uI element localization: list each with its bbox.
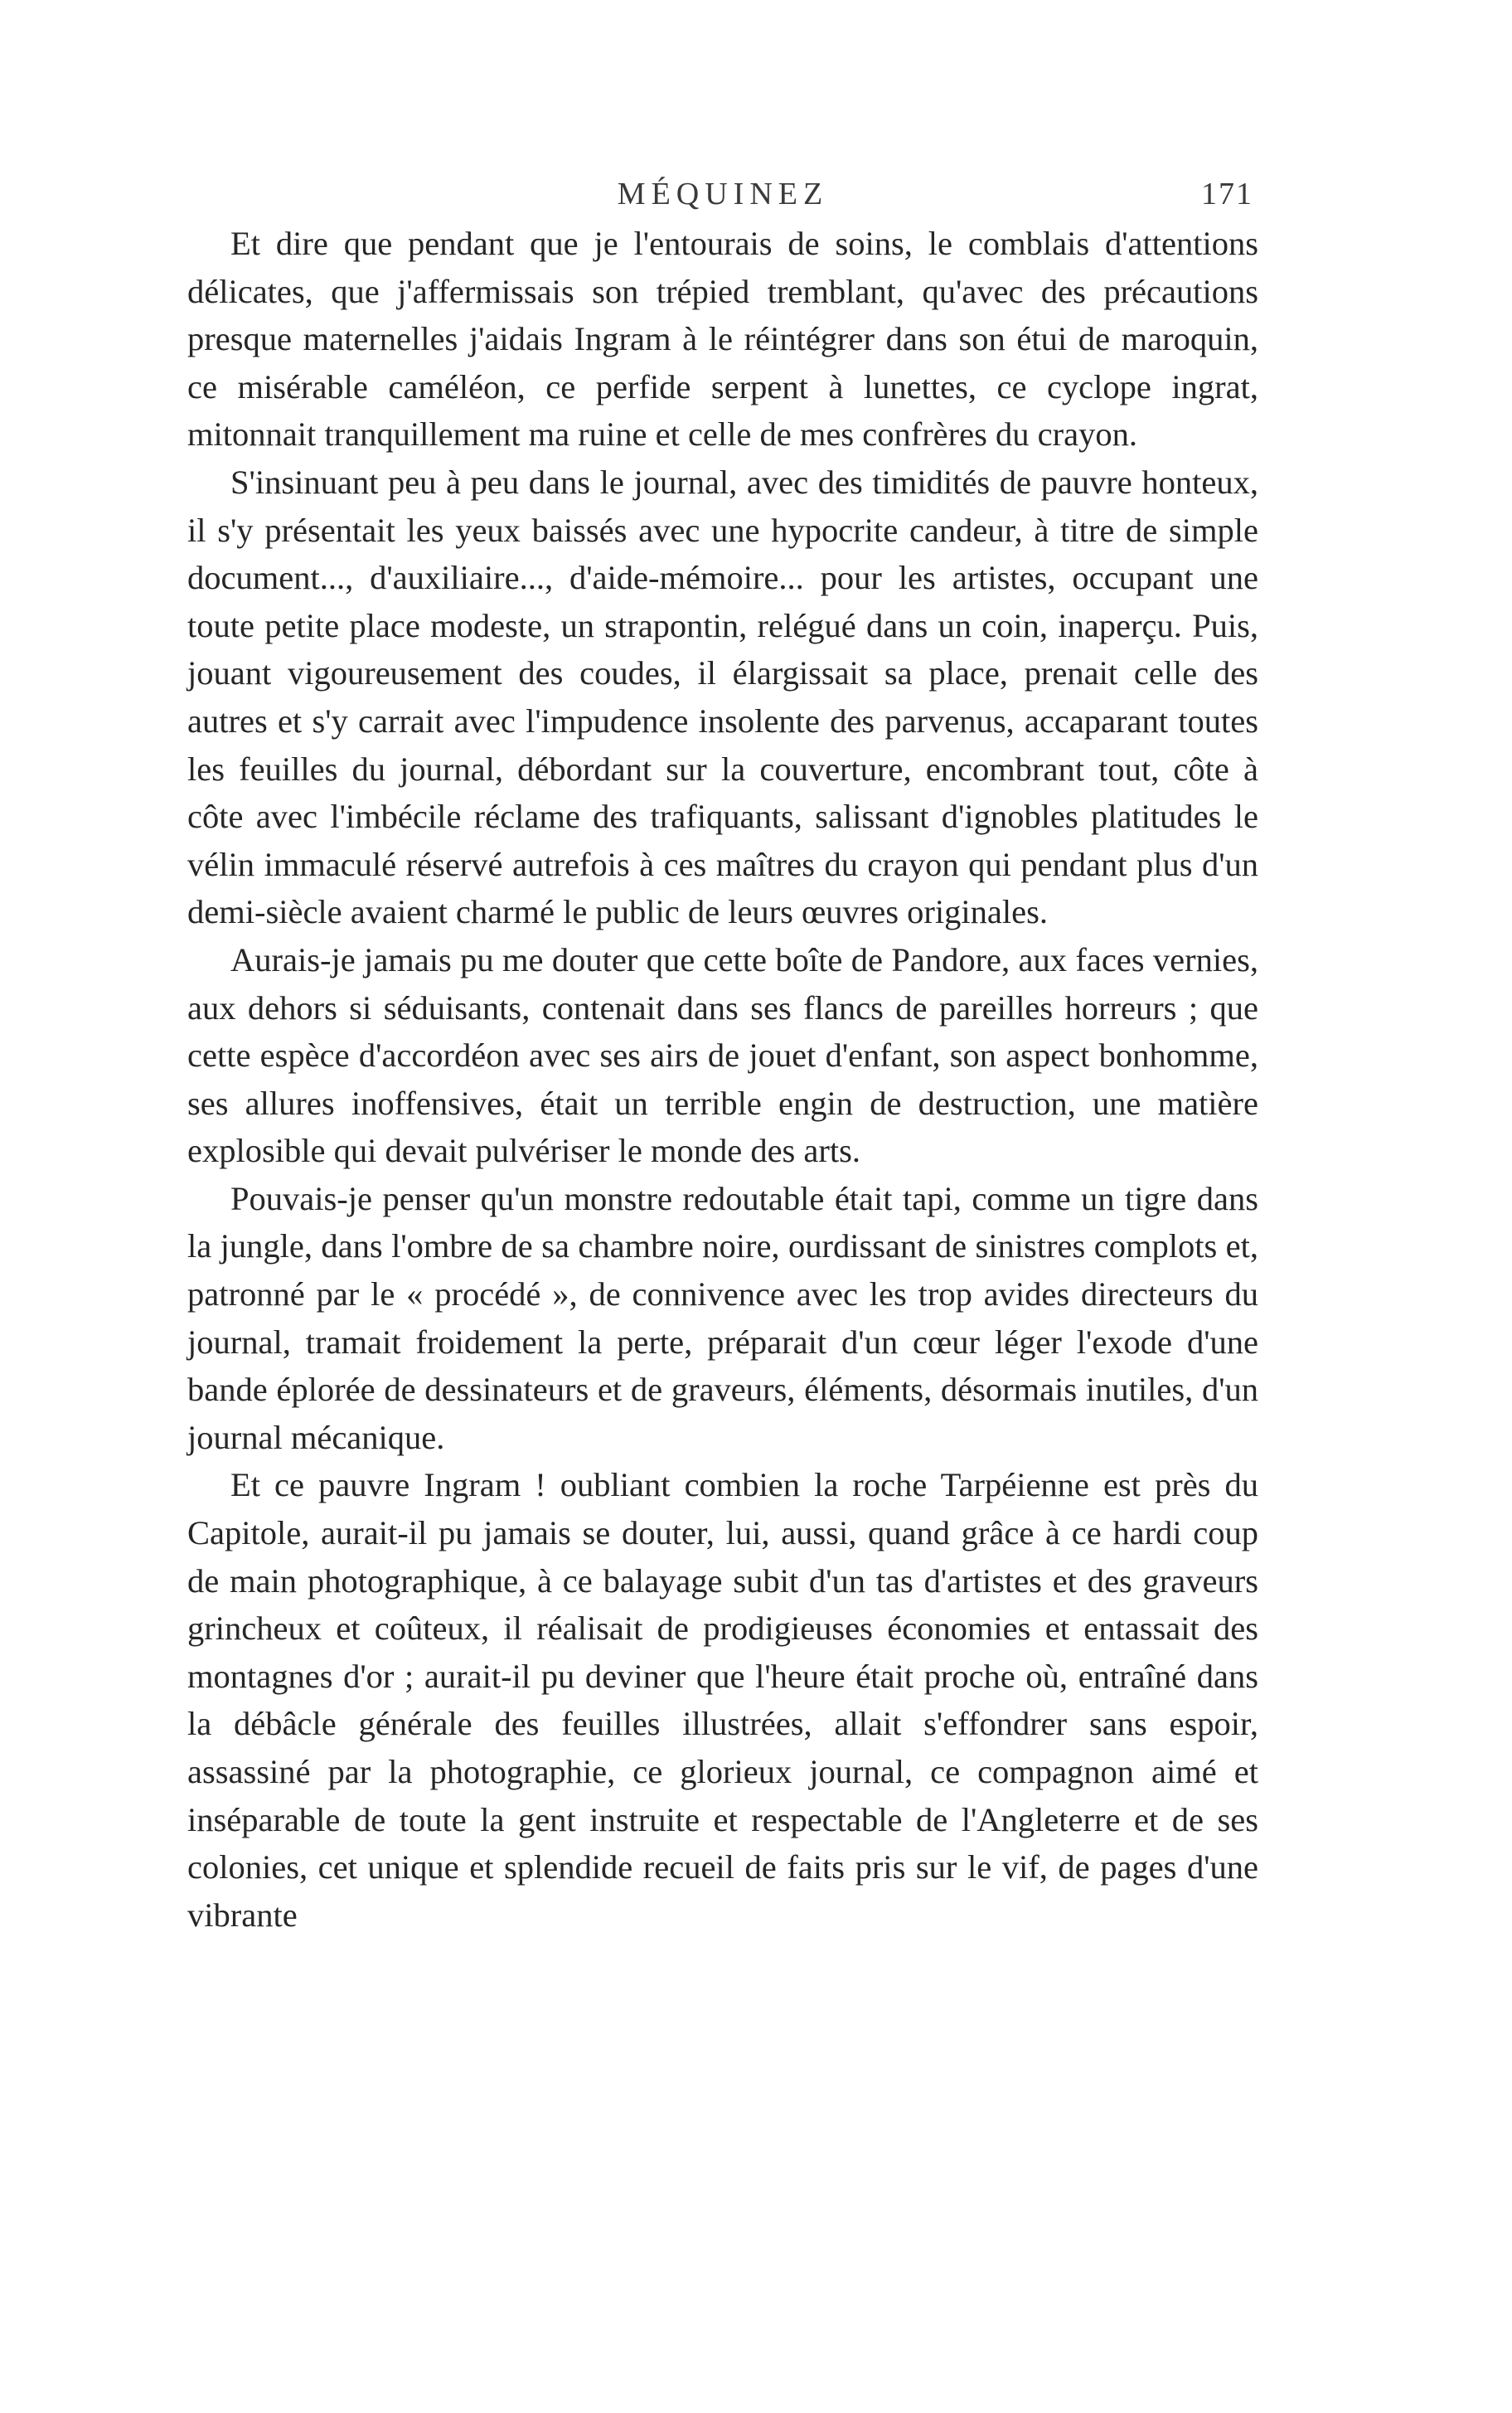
- paragraph: S'insinuant peu à peu dans le journal, avec des timidités de pauvre honteux, il s'y présentait les yeux baissés avec une hypocrite candeur, à titre de simple document..., d'auxiliaire..., d'aide-mémoire... pour les artistes, occupant une toute petite place modeste, un strapontin, relégué dans un coin, inaperçu. Puis, jouant vigoureusement des coudes, il élargissait sa place, prenait celle des autres et s'y carrait avec l'impudence insolente des parvenus, accaparant toutes les feuilles du journal, débordant sur la couverture, encombrant tout, côte à côte avec l'imbécile réclame des trafiquants, salissant d'ignobles platitudes le vélin immaculé réservé autrefois à ces maîtres du crayon qui pendant plus d'un demi-siècle avaient charmé le public de leurs œuvres originales.: [187, 463, 1258, 931]
- page-number: 171: [1201, 177, 1253, 211]
- body-text: [187, 220, 1258, 1939]
- paragraph: Et ce pauvre Ingram ! oubliant combien la roche Tarpéienne est près du Capitole, aurait-il pu jamais se douter, lui, aussi, quand grâce à ce hardi coup de main photographique, à ce balayage subit d'un tas d'artistes et des graveurs grincheux et coûteux, il réalisait de prodigieuses économies et entassait des montagnes d'or ; aurait-il pu deviner que l'heure était proche où, entraîné dans la débâcle générale des feuilles illustrées, allait s'effondrer sans espoir, assassiné par la photographie, ce glorieux journal, ce compagnon aimé et inséparable de toute la gent instruite et respectable de l'Angleterre et de ses colonies, cet unique et splendide recueil de faits pris sur le vif, de pages d'une vibrante: [187, 1466, 1258, 1934]
- running-head: [192, 176, 1253, 217]
- paragraph: Aurais-je jamais pu me douter que cette boîte de Pandore, aux faces vernies, aux dehors si séduisants, contenait dans ses flancs de pareilles horreurs ; que cette espèce d'accordéon avec ses airs de jouet d'enfant, son aspect bonhomme, ses allures inoffensives, était un terrible engin de destruction, une matière explosible qui devait pulvériser le monde des arts.: [187, 940, 1258, 1170]
- paragraph: Et dire que pendant que je l'entourais de soins, le comblais d'attentions délicates, que j'affermissais son trépied tremblant, qu'avec des précautions presque maternelles j'aidais Ingram à le réintégrer dans son étui de maroquin, ce misérable caméléon, ce perfide serpent à lunettes, ce cyclope ingrat, mitonnait tranquillement ma ruine et celle de mes confrères du crayon.: [187, 225, 1258, 454]
- paragraph: Pouvais-je penser qu'un monstre redoutable était tapi, comme un tigre dans la jungle, dans l'ombre de sa chambre noire, ourdissant de sinistres complots et, patronné par le « procédé », de connivence avec les trop avides directeurs du journal, tramait froidement la perte, préparait d'un cœur léger l'exode d'une bande éplorée de dessinateurs et de graveurs, éléments, désormais inutiles, d'un journal mécanique.: [187, 1179, 1258, 1456]
- running-title: MÉQUINEZ: [617, 177, 829, 211]
